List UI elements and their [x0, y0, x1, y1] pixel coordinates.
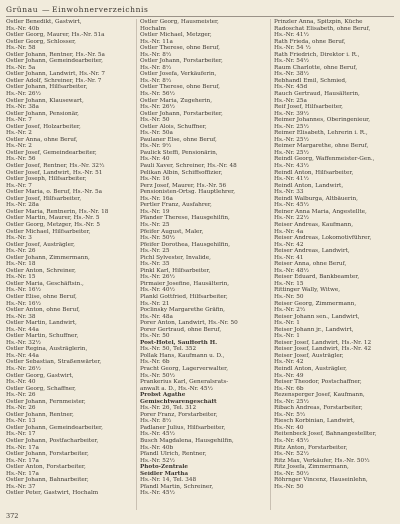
directory-line: Ribach Andreas, Forstarbeiter, [274, 405, 363, 412]
directory-line: Hs.-Nr. 22½ [274, 215, 310, 222]
directory-line: Hs.-Nr. 2 [6, 143, 32, 150]
directory-line: Hs.-Nr. 50a [140, 130, 173, 137]
directory-line: Hs.-Nr. 16 [140, 176, 170, 183]
directory-line: Hs.-Nr. 2½ [274, 307, 306, 314]
directory-line: Hs.-Nr. 1 [274, 333, 300, 340]
directory-line: Hs.-Nr. 38a [6, 104, 39, 111]
directory-line: Ostler Johann, Rentner, Hs.-Nr. 5a [6, 51, 105, 58]
directory-line: Hs.-Nr. 18 [6, 261, 36, 268]
directory-line: Hs.-Nr. 26½ [140, 104, 176, 111]
directory-line: Ostler Josef, Austrägler, [6, 241, 75, 248]
directory-line: Hs.-Nr. 13 [6, 418, 36, 425]
directory-line: Pertler Franz, Ausfahrer, [140, 202, 212, 209]
directory-line: Ostler Martin, Maurer, Hs.-Nr. 5 [6, 215, 100, 222]
directory-line: Reimer Elisabeth, Lehrerin i. R., [274, 130, 368, 137]
directory-line: Rath Frieda, ohne Beruf, [274, 38, 346, 45]
directory-line: Ostler Johann, Zimmermann, [6, 254, 90, 261]
directory-line: Raum Charlotte, ohne Beruf, [274, 64, 358, 71]
directory-line: Ostler Benedikt, Gastwirt, [6, 19, 82, 25]
directory-line: Paulick Steffi, Pensionärin, [140, 149, 218, 156]
directory-line: Hs.-Nr. 5a [6, 64, 36, 71]
directory-line: Riesch Korbinian, Landwirt, [274, 418, 355, 425]
directory-line: Ostler Adolf, Schreiner, Hs.-Nr. 7 [6, 77, 102, 84]
directory-line: Poclinsky Margarethe Gräfin, [140, 307, 225, 314]
directory-line: Ostler Johann, Landwirt, Hs.-Nr. 7 [6, 71, 105, 78]
directory-line: Hs.-Nr. 37 [6, 483, 36, 490]
directory-line: Ostler Josef, Rentner, Hs.-Nr. 32½ [6, 163, 105, 170]
directory-line: Rebhandl Emil, Schmied, [274, 77, 347, 84]
directory-line: Ritz Anton, Forstarbeiter, [274, 444, 348, 451]
header-separator: — [42, 5, 51, 14]
directory-line: Hs.-Nr. 26 [6, 248, 36, 255]
directory-line: Röhrnger Vincenz, Hauseinlehn, [274, 477, 368, 484]
directory-line: Hs.-Nr. 58 [6, 45, 36, 52]
directory-line: Ostler Georg, Gastwirt, [6, 372, 74, 379]
directory-line: Ostler Anton, ohne Beruf, [6, 307, 80, 314]
directory-line: Ostler Anna, ohne Beruf, [6, 136, 78, 143]
directory-line: Hs.-Nr. 52½ [274, 451, 310, 458]
directory-line: Ostler Josefa, Verkäuferin, [140, 71, 217, 78]
directory-line: Hs.-Nr. 16½ [6, 287, 42, 294]
directory-line: Hs.-Nr. 15 [274, 280, 304, 287]
directory-line: Pfeifer August, Maler, [140, 228, 204, 235]
directory-line: Porer Anton, Landwirt, Hs.-Nr. 50 [140, 320, 238, 327]
directory-line: Ostler Johann, Bahnarbeiter, [6, 477, 89, 484]
directory-line: Hs.-Nr. 17a [6, 444, 39, 451]
header-title: Einwohnerverzeichnis [52, 5, 149, 14]
directory-line: Ostler Johann, Pensionär, [6, 110, 79, 117]
directory-line: Hs.-Nr. 38½ [274, 71, 310, 78]
directory-line: Ostler Regina, Austräglerin, [6, 346, 88, 353]
directory-line: Ostler Martin, Schuffner, [6, 333, 79, 340]
directory-line: Rezensperger Josef, Kaufmann, [274, 392, 365, 399]
directory-line: Ostler Sebastian, Straßenwärter, [6, 359, 102, 366]
directory-line: Hs.-Nr. 40 [274, 424, 304, 431]
directory-line: Reiser Andreas, Landwirt, [274, 248, 350, 255]
directory-line: Reindl Anton, Hilfsarbeiter, [274, 169, 354, 176]
directory-line: Hs.-Nr. 2 [6, 130, 32, 137]
directory-line: Ostler Josef, Hilfsarbeiter, [6, 195, 82, 202]
directory-line: Seidler Martha [140, 470, 189, 477]
directory-line: Hs.-Nr. 50 [274, 293, 304, 300]
directory-line: Hs.-Nr. 8½ [140, 51, 172, 58]
directory-line: Hs.-Nr. 26 [6, 392, 36, 399]
directory-line: Pauli Xaver, Schreiner, Hs.-Nr. 48 [140, 163, 237, 170]
column-3 [274, 19, 400, 490]
directory-line: Hs.-Nr. 45d [274, 84, 308, 91]
directory-line: Reiser Josef, Austrägler, [274, 352, 344, 359]
directory-line: Pirmaier Josefine, Hausälterin, [140, 280, 230, 287]
directory-line: Hs.-Nr. 26½ [140, 274, 176, 281]
directory-line: Hs.-Nr. 25½ [274, 398, 310, 405]
directory-line: Perz Josef, Maurer, Hs.-Nr. 56 [140, 182, 227, 189]
directory-line: Ostler Maria, Geschäftsin., [6, 280, 84, 287]
directory-line: Reiser Josef, Landwirt, Hs.-Nr. 12 [274, 339, 372, 346]
directory-line: Reiser Johann jr., Landwirt, [274, 326, 354, 333]
directory-line: Hs.-Nr. 26, Tel. 312 [140, 405, 197, 412]
directory-line: Padlaner Julius, Hilfsarbeiter, [140, 424, 226, 431]
directory-line: Hs.-Nr. 44a [6, 352, 39, 359]
directory-line: Ostler Johann, Gemeindearbeiter, [6, 424, 103, 431]
directory-line: Hs.-Nr. 44a [6, 326, 39, 333]
directory-line: Hs.-Nr. 25½ [274, 149, 310, 156]
directory-line: Ostler Maria, Zugeherin, [140, 97, 212, 104]
directory-line: Paulaner Else, ohne Beruf, [140, 136, 217, 143]
directory-line: Hs.-Nr. 40b [6, 25, 40, 32]
directory-line: Reindl Georg, Waffenmeister-Gen., [274, 156, 375, 163]
directory-line: Hs.-Nr. 41 [274, 254, 304, 261]
directory-line: Reiser Andreas, Kaufmann, [274, 221, 354, 228]
directory-line: Hs.-Nr. 8½ [140, 64, 172, 71]
directory-line: Photo-Zentrale [140, 464, 188, 471]
directory-line: Hs.-Nr. 25a [274, 97, 307, 104]
directory-line: Pichl Sylvester, Invalide, [140, 254, 211, 261]
directory-line: Hs.-Nr. 16½ [6, 300, 42, 307]
directory-line: Prinzler Anna, Spitzpin, Küche [274, 19, 363, 25]
directory-line: Porer Franz, Forstarbeiter, [140, 411, 218, 418]
directory-line: Hs.-Nr. 14, Tel. 348 [140, 477, 197, 484]
directory-line: Hs.-Nr. 17a [6, 470, 39, 477]
directory-line: Reimer Johannes, Oberingenieur, [274, 117, 371, 124]
column-divider-2 [270, 19, 271, 510]
page-header [6, 4, 394, 17]
directory-line: Reiner Anna Maria, Angestellte, [274, 208, 367, 215]
directory-line: Hs.-Nr. 32½ [6, 339, 42, 346]
directory-line: Pfeifer Dorothea, Hausgehilfin, [140, 241, 231, 248]
directory-line: Ostler Georg, Schaffner, [6, 385, 76, 392]
directory-line: Hs.-Nr. 28a [6, 202, 39, 209]
directory-line: Hs.-Nr. 17a [6, 457, 39, 464]
directory-line: Reiser Johann sen., Landwirt, [274, 313, 360, 320]
directory-line: Hs.-Nr. 6b [140, 359, 170, 366]
directory-line: Hs.-Nr. 45½ [274, 438, 310, 444]
directory-line: Ostler Anton, Schreiner, [6, 267, 76, 274]
directory-line: Prankerius Karl, Generalsrats- [140, 379, 229, 386]
directory-line: Reiser Andreas, Lokomotivführer, [274, 235, 372, 242]
directory-line: Ostler Michael, Metzger, [140, 32, 212, 39]
directory-line: Hs.-Nr. 4a [274, 228, 304, 235]
directory-line: Hs.-Nr. 16a [140, 195, 173, 202]
directory-line: Hs.-Nr. 50½ [140, 372, 176, 379]
directory-line: Hs.-Nr. 48a [140, 313, 173, 320]
directory-line: Reitenbeck Josef, Bahnangestellter, [274, 431, 377, 438]
page-footer [6, 512, 18, 521]
directory-line: Hs.-Nr. 7 [6, 182, 32, 189]
directory-line: Hs.-Nr. 8½ [140, 77, 172, 84]
directory-line: Pracht Georg, Lagerverwalter, [140, 365, 229, 372]
directory-line: Ostler Johann, Gemeindearbeiter, [6, 58, 103, 65]
directory-line: Hs.-Nr. 42 [274, 241, 304, 248]
directory-line: Hs.-Nr. 50, Tel. 352 [140, 346, 197, 353]
directory-line: Pfandl Martin, Schreiner, [140, 483, 214, 490]
directory-line: Ostler Johann, Hilfsarbeiter, [6, 84, 88, 91]
directory-line: Hs.-Nr. 21 [140, 300, 170, 307]
directory-line: Ostler Johann, Postfacharbeiter, [6, 438, 99, 444]
directory-line: Hs.-Nr. 5½ [274, 411, 306, 418]
directory-line: Hs.-Nr. 3 [6, 235, 32, 242]
directory-line: Ostler Johann, Forstarbeiter, [6, 451, 89, 458]
directory-line: Ostler Johann, Forstarbeiter, [140, 110, 223, 117]
directory-line: Ostler Georg, Metzger, Hs.-Nr. 5 [6, 221, 100, 228]
directory-line: Hs.-Nr. 15 [6, 274, 36, 281]
column-1 [6, 19, 134, 497]
page-number: 372 [6, 512, 19, 520]
directory-line: Hs.-Nr. 1 [274, 320, 300, 327]
directory-line: Ostler Johann, Fernmeister, [6, 398, 86, 405]
directory-line: Porer Gertraud, ohne Beruf, [140, 326, 222, 333]
directory-line: Reindl Anton, Austrägler, [274, 365, 347, 372]
directory-line: Reiser Eduard, Bankbeamter, [274, 274, 360, 281]
directory-line: Rauch Gertraud, Hausälterin, [274, 91, 360, 98]
directory-line: Gemischtwarengeschäft [140, 398, 217, 405]
directory-line: Ritz Max, Verkäufer, Hs.-Nr. 50½ [274, 457, 370, 464]
directory-line: Hs.-Nr. 39½ [274, 110, 310, 117]
directory-line: Hs.-Nr. 17 [6, 431, 36, 438]
directory-line: Hs.-Nr. 40b [140, 444, 174, 451]
directory-line: Reif Josef, Hilfsarbeiter, [274, 104, 343, 111]
directory-line: Reindl Anton, Landwirt, [274, 182, 344, 189]
directory-line: Pelikan Albin, Schiffsoffizier, [140, 169, 223, 176]
directory-line: Hs.-Nr. 25 [140, 221, 170, 228]
directory-line: Hs.-Nr. 33 [274, 189, 304, 196]
directory-line: Hs.-Nr. 42 [274, 359, 304, 366]
directory-line: Hs.-Nr. 25½ [274, 136, 310, 143]
directory-line: Ostler Peter, Gastwirt, Hochalm [6, 490, 99, 497]
directory-line: Ostler Johann, Forstarbeiter, [140, 58, 223, 65]
directory-line: Ostler Alois, Schuffner, [140, 123, 207, 130]
directory-line: Hs.-Nr. 56½ [140, 91, 176, 98]
directory-line: Ostler Maria, Rentnerin, Hs.-Nr. 18 [6, 208, 109, 215]
directory-line: Ostler Johann, Rentner, [6, 411, 74, 418]
directory-line: Hs.-Nr. 56 [6, 156, 36, 163]
directory-line: Hs.-Nr. 41½ [274, 176, 310, 183]
directory-line: Hs.-Nr. 6b [274, 385, 304, 392]
directory-line: Rittinger Wally, Witwe, [274, 287, 341, 294]
directory-line: Hs.-Nr. 49 [274, 372, 304, 379]
directory-line: Hs.-Nr. 50 [140, 333, 170, 340]
directory-line: Reimer Margarethe, ohne Beruf, [274, 143, 369, 150]
directory-line: Hs.-Nr. 41½ [274, 32, 310, 39]
directory-line: Hs.-Nr. 38 [6, 313, 36, 320]
directory-line: Reindl Walburga, Altbäuerin, [274, 195, 358, 202]
directory-line: Pfander Therese, Hausgehilfin, [140, 215, 230, 222]
directory-line: Hs.-Nr. 43½ [274, 163, 310, 170]
directory-line: Hs.-Nr. 26½ [6, 365, 42, 372]
directory-line: Ostler Josef, Gemeindearbeiter, [6, 149, 97, 156]
directory-line: Ostler Maria, o. Beruf, Hs.-Nr. 5a [6, 189, 103, 196]
directory-line: Hs.-Nr. 9½ [140, 143, 172, 150]
directory-line: Hs.-Nr. 54½ [274, 58, 310, 65]
directory-line: Hs.-Nr. 25 [140, 248, 170, 255]
directory-line: Ostler Therese, ohne Beruf, [140, 84, 220, 91]
directory-line: Hs.-Nr. 54 ½ [274, 45, 311, 52]
directory-line: Hs.-Nr. 7 [6, 117, 32, 124]
directory-line: Hs.-Nr. 40 [140, 156, 170, 163]
directory-line: Hs.-Nr. 45½ [140, 490, 176, 497]
directory-line: Hs.-Nr. 50 [140, 117, 170, 124]
directory-line: Hs.-Nr. 45½ [140, 431, 176, 438]
column-2 [140, 19, 268, 497]
directory-line: Reiser Georg, Zimmermann, [274, 300, 357, 307]
directory-line: Post-Hotel, Saufforth H. [140, 339, 218, 346]
directory-line: Ostler Joseph, Hilfsarbeiter, [6, 176, 87, 183]
directory-line: Pinkl Karl, Hilfsarbeiter, [140, 267, 211, 274]
directory-line: Hs.-Nr. 50 [274, 483, 304, 490]
directory-line: Probst Agathe [140, 392, 186, 399]
directory-line: Hs.-Nr. 50½ [140, 235, 176, 242]
directory-line: Hs.-Nr. 50½ [274, 470, 310, 477]
directory-line: Rath Friedrich, Direktor i. R., [274, 51, 360, 58]
directory-line: Hs.-Nr. 11a [140, 38, 173, 45]
directory-line: Ostler Anton, Forstarbeiter, [6, 464, 86, 471]
directory-line: Ostler Elise, ohne Beruf, [6, 293, 77, 300]
directory-line: Reiser Theodor, Postschaffner, [274, 379, 362, 386]
directory-line: Ostler Michael, Hilfsarbeiter, [6, 228, 91, 235]
directory-line: Radoschat Elisabeth, ohne Beruf, [274, 25, 371, 32]
directory-line: Ostler Georg, Maurer, Hs.-Nr. 51a [6, 32, 105, 39]
directory-line: Hs.-Nr. 8½ [140, 418, 172, 425]
directory-line: Ostler Josef, Holzarbeiter, [6, 123, 81, 130]
directory-line: Hs.-Nr. 19 [140, 208, 170, 215]
directory-line: Ostler Georg, Hausmeister, [140, 19, 219, 25]
directory-line: Hs.-Nr. 35 [140, 261, 170, 268]
directory-line: Reiser Josef, Landwirt, Hs.-Nr. 42 [274, 346, 372, 353]
directory-line: Reiser Anna, ohne Beruf, [274, 261, 347, 268]
directory-line: Plankl Gottfried, Hilfsarbeiter, [140, 293, 228, 300]
directory-line: Hs.-Nr. 52½ [140, 457, 176, 464]
directory-line: Pfandl Ulrich, Rentner, [140, 451, 207, 458]
directory-line: anwalt a. D., Hs.-Nr. 45½ [140, 385, 214, 392]
header-place: Grünau [6, 5, 39, 14]
directory-line: Hs.-Nr. 48½ [274, 267, 310, 274]
directory-line: Pollak Hans, Kaufmann u. D., [140, 352, 225, 359]
directory-line: Hs.-Nr. 40½ [140, 287, 176, 294]
directory-line: Hs.-Nr. 26 [6, 405, 36, 412]
directory-line: Ostler Josef, Landwirt, Hs.-Nr. 51 [6, 169, 103, 176]
directory-line: Hs.-Nr. 25½ [274, 123, 310, 130]
directory-line: Ostler Therese, ohne Beruf, [140, 45, 220, 52]
directory-line: Ritz Josefa, Zimmermann, [274, 464, 349, 471]
directory-line: Busch Magdalena, Hausgehilfin, [140, 438, 234, 444]
directory-line: Hs.-Nr. 45½ [274, 202, 310, 209]
directory-line: Hs.-Nr. 40 [6, 379, 36, 386]
directory-line: Ostler Martin, Landwirt, [6, 320, 77, 327]
directory-line: Hochalm [140, 25, 166, 32]
directory-line: Hs.-Nr. 26½ [6, 91, 42, 98]
directory-line: Ostler Johann, Klausewart, [6, 97, 84, 104]
column-divider-1 [136, 19, 137, 510]
directory-line: Pensionisten-Ortsg. Hauptlehrer, [140, 189, 236, 196]
directory-line: Ostler Georg, Schlosser, [6, 38, 76, 45]
